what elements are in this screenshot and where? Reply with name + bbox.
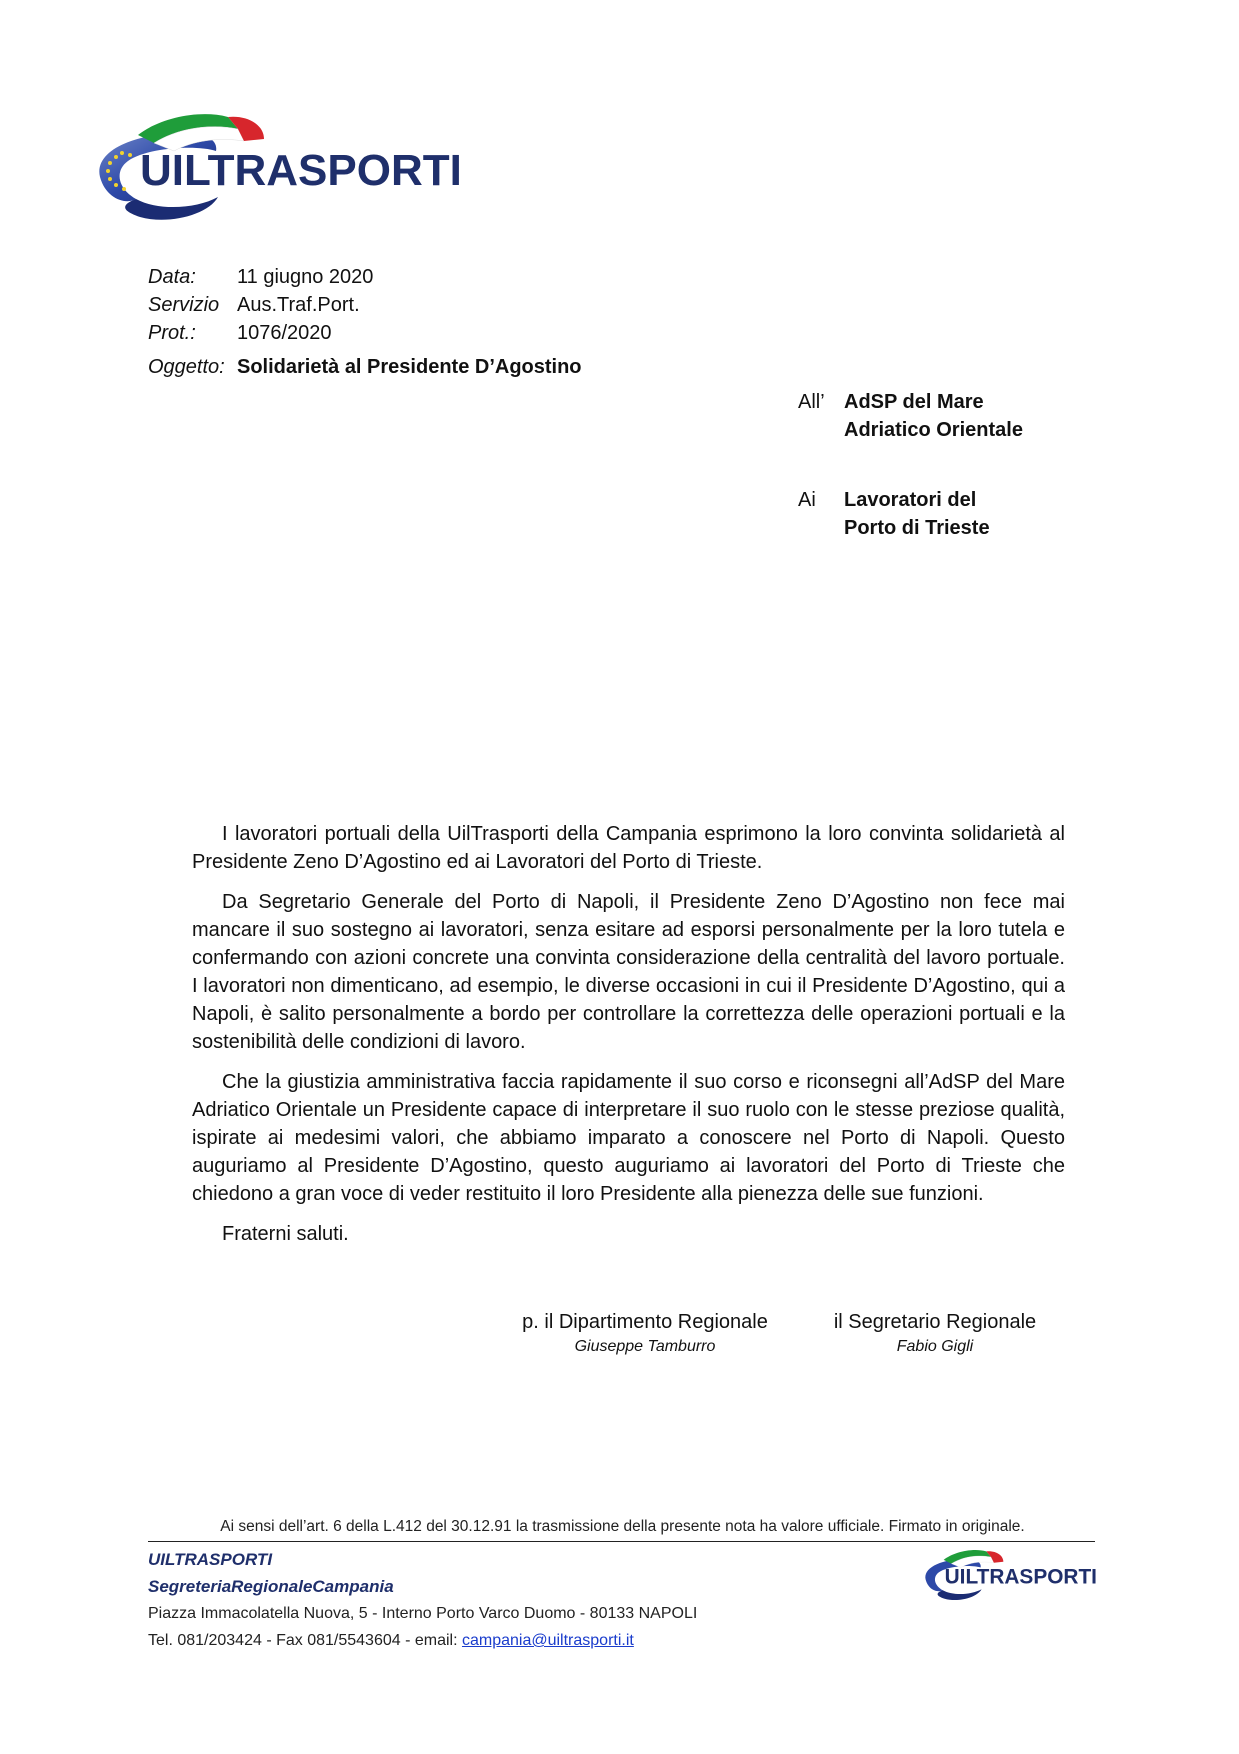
recipient-prefix: All’	[798, 391, 825, 413]
meta-protocol-value: 1076/2020	[237, 322, 332, 344]
document-meta	[148, 263, 582, 381]
signature-segretario	[815, 1308, 1055, 1358]
recipient-lavoratori	[798, 486, 990, 542]
logo-graphic	[88, 105, 468, 233]
footer-contacts-text: Tel. 081/203424 - Fax 081/5543604 - email:	[148, 1632, 462, 1649]
uiltrasporti-logo	[88, 105, 468, 233]
logo-wordmark: UILTRASPORTI	[140, 146, 462, 195]
meta-service-row	[148, 291, 582, 319]
signature-role: p. il Dipartimento Regionale	[522, 1311, 768, 1333]
letter-body	[192, 820, 1065, 1248]
body-paragraph: Da Segretario Generale del Porto di Napoli, il Presidente Zeno D’Agostino non fece mai mancare il suo sostegno ai lavoratori, senza esitare ad esporsi personalmente per la loro tutela e confermando con azioni concrete una convinta considerazione della centralità del lavoro portuale. I lavoratori non dimenticano, ad esempio, le diverse occasioni in cui il Presidente D’Agostino, qui a Napoli, è salito personalmente a bordo per controllare la correttezza delle operazioni portuali e la sostenibilità delle condizioni di lavoro.	[192, 891, 1065, 1053]
meta-service-value: Aus.Traf.Port.	[237, 294, 360, 316]
recipient-name: AdSP del Mare Adriatico Orientale	[844, 391, 1023, 441]
body-paragraph: Che la giustizia amministrativa faccia rapidamente il suo corso e riconsegni all’AdSP del Mare Adriatico Orientale un Presidente capace di interpretare il suo ruolo con le stesse preziose qualità, ispirate ai medesimi valori, che abbiamo imparato a conoscere nel Porto di Napoli. Questo auguriamo al Presidente D’Agostino, questo auguriamo ai lavoratori del Porto di Trieste che chiedono a gran voce di veder restituito il loro Presidente alla pienezza delle sue funzioni.	[192, 1071, 1065, 1205]
footer-org-unit: SegreteriaRegionaleCampania	[148, 1577, 394, 1596]
footer-contacts	[148, 1627, 697, 1654]
signature-dipartimento	[505, 1308, 785, 1358]
meta-subject-value: Solidarietà al Presidente D’Agostino	[237, 356, 582, 378]
body-paragraph: I lavoratori portuali della UilTrasporti della Campania esprimono la loro convinta solidarietà al Presidente Zeno D’Agostino ed ai Lavoratori del Porto di Trieste.	[192, 823, 1065, 873]
recipient-prefix: Ai	[798, 489, 816, 511]
footer-divider	[148, 1541, 1095, 1542]
uiltrasporti-footer-logo	[920, 1545, 1100, 1607]
footer-org-name: UILTRASPORTI	[148, 1550, 273, 1569]
meta-subject-label: Oggetto:	[148, 356, 225, 378]
recipient-adsp	[798, 388, 1023, 444]
meta-date-label: Data:	[148, 266, 196, 288]
closing-salutation: Fraterni saluti.	[222, 1223, 349, 1245]
signature-name: Fabio Gigli	[896, 1338, 974, 1355]
footer-org	[148, 1546, 697, 1654]
meta-protocol-row	[148, 319, 582, 347]
footer-email-link[interactable]: campania@uiltrasporti.it	[461, 1632, 634, 1649]
meta-subject-row	[148, 353, 582, 381]
meta-date-row	[148, 263, 582, 291]
signature-role: il Segretario Regionale	[833, 1311, 1037, 1333]
meta-protocol-label: Prot.:	[148, 322, 196, 344]
recipient-name: Lavoratori del Porto di Trieste	[844, 489, 990, 539]
meta-service-label: Servizio	[148, 294, 220, 316]
signature-name: Giuseppe Tamburro	[574, 1338, 716, 1355]
legal-notice: Ai sensi dell’art. 6 della L.412 del 30.12.91 la trasmissione della presente nota ha valore ufficiale. Firmato in originale.	[220, 1518, 1025, 1535]
footer-address: Piazza Immacolatella Nuova, 5 - Interno Porto Varco Duomo - 80133 NAPOLI	[148, 1605, 698, 1622]
footer-logo-graphic	[920, 1545, 1100, 1607]
meta-date-value: 11 giugno 2020	[237, 266, 374, 288]
footer-logo-wordmark: UILTRASPORTI	[944, 1565, 1097, 1589]
